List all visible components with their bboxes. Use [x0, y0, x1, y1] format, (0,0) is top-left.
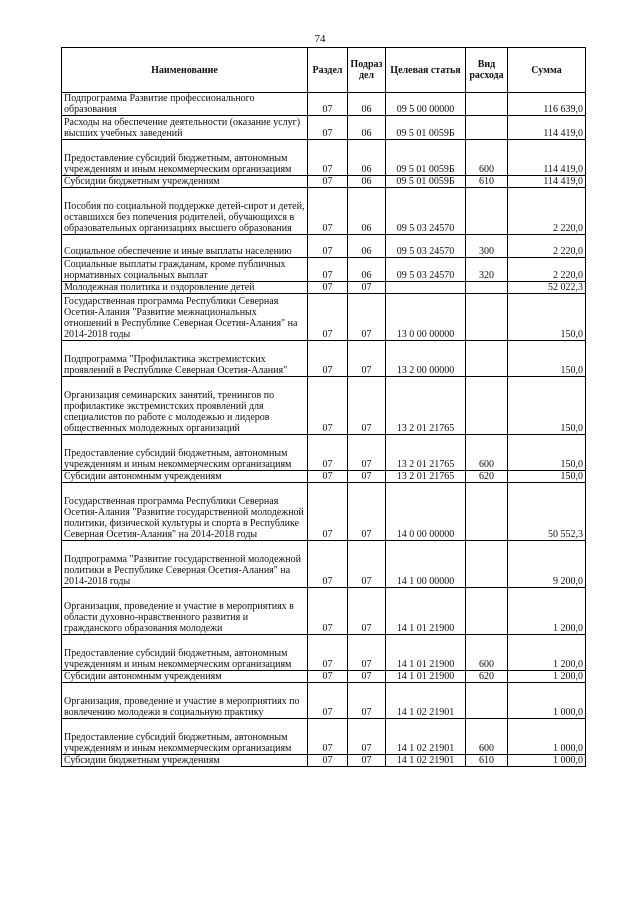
table-row	[62, 483, 586, 541]
cell-sum: 150,0	[508, 341, 586, 377]
header-row	[62, 48, 586, 93]
cell-sum: 150,0	[508, 435, 586, 471]
cell-section: 07	[308, 471, 348, 483]
cell-expense-type: 620	[466, 671, 508, 683]
cell-name: Субсидии бюджетным учреждениям	[62, 755, 308, 767]
cell-section: 07	[308, 116, 348, 140]
cell-name: Субсидии бюджетным учреждениям	[62, 176, 308, 188]
cell-sum: 114 419,0	[508, 176, 586, 188]
cell-subsection: 07	[348, 541, 386, 588]
cell-subsection: 06	[348, 176, 386, 188]
table-row	[62, 341, 586, 377]
cell-subsection: 07	[348, 683, 386, 719]
header-sum: Сумма	[508, 48, 586, 93]
page-number: 74	[314, 33, 326, 45]
cell-section: 07	[308, 377, 348, 435]
cell-section: 07	[308, 671, 348, 683]
cell-subsection: 06	[348, 235, 386, 258]
cell-sum: 52 022,3	[508, 282, 586, 294]
cell-expense-type	[466, 541, 508, 588]
cell-target: 09 5 01 0059Б	[386, 116, 466, 140]
cell-expense-type: 600	[466, 635, 508, 671]
cell-target: 09 5 00 00000	[386, 93, 466, 116]
cell-target: 14 1 00 00000	[386, 541, 466, 588]
cell-target: 09 5 03 24570	[386, 258, 466, 282]
cell-sum: 1 000,0	[508, 683, 586, 719]
cell-name: Пособия по социальной поддержке детей-сирот и детей, оставшихся без попечения родителей, обучающихся в образовательных организациях высшего образования	[62, 188, 308, 235]
cell-section: 07	[308, 188, 348, 235]
cell-name: Подпрограмма Развитие профессионального образования	[62, 93, 308, 116]
cell-subsection: 07	[348, 471, 386, 483]
cell-expense-type: 320	[466, 258, 508, 282]
table-row	[62, 719, 586, 755]
cell-subsection: 07	[348, 755, 386, 767]
cell-name: Подпрограмма "Профилактика экстремистских проявлений в Республике Северная Осетия-Алания"	[62, 341, 308, 377]
cell-expense-type: 610	[466, 176, 508, 188]
cell-sum: 116 639,0	[508, 93, 586, 116]
cell-sum: 150,0	[508, 471, 586, 483]
cell-section: 07	[308, 282, 348, 294]
header-target: Целевая статья	[386, 48, 466, 93]
cell-subsection: 07	[348, 282, 386, 294]
cell-subsection: 07	[348, 341, 386, 377]
cell-expense-type: 620	[466, 471, 508, 483]
cell-sum: 1 200,0	[508, 588, 586, 635]
cell-expense-type	[466, 377, 508, 435]
cell-subsection: 07	[348, 435, 386, 471]
cell-subsection: 07	[348, 294, 386, 341]
table-row	[62, 541, 586, 588]
cell-sum: 1 200,0	[508, 635, 586, 671]
cell-expense-type	[466, 588, 508, 635]
cell-section: 07	[308, 294, 348, 341]
cell-sum: 50 552,3	[508, 483, 586, 541]
table-row	[62, 671, 586, 683]
cell-target: 14 1 02 21901	[386, 755, 466, 767]
table-row	[62, 588, 586, 635]
cell-subsection: 06	[348, 93, 386, 116]
cell-section: 07	[308, 588, 348, 635]
cell-name: Предоставление субсидий бюджетным, автономным учреждениям и иным некоммерческим организациям	[62, 435, 308, 471]
cell-target: 13 0 00 00000	[386, 294, 466, 341]
cell-subsection: 06	[348, 116, 386, 140]
cell-target: 09 5 01 0059Б	[386, 140, 466, 176]
table-row	[62, 282, 586, 294]
cell-expense-type: 600	[466, 719, 508, 755]
table-row	[62, 471, 586, 483]
cell-section: 07	[308, 541, 348, 588]
cell-name: Предоставление субсидий бюджетным, автономным учреждениям и иным некоммерческим организациям	[62, 635, 308, 671]
cell-subsection: 06	[348, 188, 386, 235]
cell-name: Государственная программа Республики Северная Осетия-Алания "Развитие межнациональных отношений в Республике Северная Осетия-Алания" на 2014-2018 годы	[62, 294, 308, 341]
table-body	[62, 93, 586, 767]
cell-section: 07	[308, 435, 348, 471]
cell-subsection: 06	[348, 140, 386, 176]
cell-name: Расходы на обеспечение деятельности (оказание услуг) высших учебных заведений	[62, 116, 308, 140]
cell-expense-type: 610	[466, 755, 508, 767]
cell-target: 14 1 02 21901	[386, 719, 466, 755]
header-name: Наименование	[62, 48, 308, 93]
cell-section: 07	[308, 93, 348, 116]
table-row	[62, 435, 586, 471]
cell-sum: 150,0	[508, 377, 586, 435]
cell-section: 07	[308, 176, 348, 188]
cell-name: Субсидии автономным учреждениям	[62, 671, 308, 683]
cell-expense-type	[466, 341, 508, 377]
cell-target: 14 1 01 21900	[386, 635, 466, 671]
cell-target: 09 5 01 0059Б	[386, 176, 466, 188]
cell-expense-type	[466, 483, 508, 541]
cell-expense-type: 600	[466, 140, 508, 176]
cell-target: 09 5 03 24570	[386, 188, 466, 235]
budget-table	[61, 47, 586, 767]
cell-target: 13 2 01 21765	[386, 471, 466, 483]
cell-subsection: 07	[348, 483, 386, 541]
cell-name: Предоставление субсидий бюджетным, автономным учреждениям и иным некоммерческим организациям	[62, 719, 308, 755]
cell-sum: 1 000,0	[508, 719, 586, 755]
cell-subsection: 07	[348, 719, 386, 755]
cell-sum: 2 220,0	[508, 235, 586, 258]
cell-sum: 150,0	[508, 294, 586, 341]
cell-name: Социальные выплаты гражданам, кроме публичных нормативных социальных выплат	[62, 258, 308, 282]
cell-sum: 9 200,0	[508, 541, 586, 588]
cell-expense-type	[466, 93, 508, 116]
cell-target: 14 1 01 21900	[386, 671, 466, 683]
cell-target: 13 2 01 21765	[386, 435, 466, 471]
cell-name: Государственная программа Республики Северная Осетия-Алания "Развитие государственной молодежной политики, физической культуры и спорта в Республике Северная Осетия-Алания" на 2014-2018 годы	[62, 483, 308, 541]
table-row	[62, 188, 586, 235]
cell-target: 09 5 03 24570	[386, 235, 466, 258]
cell-target: 14 0 00 00000	[386, 483, 466, 541]
cell-name: Подпрограмма "Развитие государственной молодежной политики в Республике Северная Осетия-Алания" на 2014-2018 годы	[62, 541, 308, 588]
cell-name: Предоставление субсидий бюджетным, автономным учреждениям и иным некоммерческим организациям	[62, 140, 308, 176]
cell-expense-type: 600	[466, 435, 508, 471]
table-row	[62, 93, 586, 116]
cell-expense-type	[466, 282, 508, 294]
header-expense-type: Вид расхода	[466, 48, 508, 93]
cell-section: 07	[308, 635, 348, 671]
table-row	[62, 258, 586, 282]
table-row	[62, 116, 586, 140]
cell-target: 14 1 01 21900	[386, 588, 466, 635]
cell-sum: 1 000,0	[508, 755, 586, 767]
table-row	[62, 377, 586, 435]
header-subsection: Подраз дел	[348, 48, 386, 93]
header-section: Раздел	[308, 48, 348, 93]
cell-name: Организация, проведение и участие в мероприятиях по вовлечению молодежи в социальную практику	[62, 683, 308, 719]
cell-target	[386, 282, 466, 294]
cell-section: 07	[308, 140, 348, 176]
cell-target: 13 2 00 00000	[386, 341, 466, 377]
cell-section: 07	[308, 258, 348, 282]
cell-subsection: 07	[348, 377, 386, 435]
cell-expense-type	[466, 188, 508, 235]
table-row	[62, 683, 586, 719]
cell-subsection: 07	[348, 635, 386, 671]
cell-name: Организация, проведение и участие в мероприятиях в области духовно-нравственного развития и гражданского образования молодежи	[62, 588, 308, 635]
cell-section: 07	[308, 483, 348, 541]
cell-section: 07	[308, 235, 348, 258]
cell-name: Субсидии автономным учреждениям	[62, 471, 308, 483]
table-row	[62, 294, 586, 341]
cell-section: 07	[308, 719, 348, 755]
table-row	[62, 235, 586, 258]
cell-expense-type	[466, 294, 508, 341]
cell-expense-type	[466, 683, 508, 719]
cell-sum: 2 220,0	[508, 258, 586, 282]
cell-section: 07	[308, 755, 348, 767]
cell-target: 13 2 01 21765	[386, 377, 466, 435]
cell-sum: 114 419,0	[508, 116, 586, 140]
cell-sum: 114 419,0	[508, 140, 586, 176]
cell-subsection: 07	[348, 588, 386, 635]
cell-name: Организация семинарских занятий, тренингов по профилактике экстремистских проявлений для специалистов по работе с молодежью и лидеров общественных молодежных организаций	[62, 377, 308, 435]
table-row	[62, 635, 586, 671]
cell-target: 14 1 02 21901	[386, 683, 466, 719]
table-row	[62, 176, 586, 188]
table-row	[62, 755, 586, 767]
cell-section: 07	[308, 683, 348, 719]
table-row	[62, 140, 586, 176]
cell-expense-type: 300	[466, 235, 508, 258]
cell-name: Социальное обеспечение и иные выплаты населению	[62, 235, 308, 258]
cell-subsection: 06	[348, 258, 386, 282]
cell-sum: 2 220,0	[508, 188, 586, 235]
cell-name: Молодежная политика и оздоровление детей	[62, 282, 308, 294]
cell-expense-type	[466, 116, 508, 140]
cell-section: 07	[308, 341, 348, 377]
cell-sum: 1 200,0	[508, 671, 586, 683]
cell-subsection: 07	[348, 671, 386, 683]
